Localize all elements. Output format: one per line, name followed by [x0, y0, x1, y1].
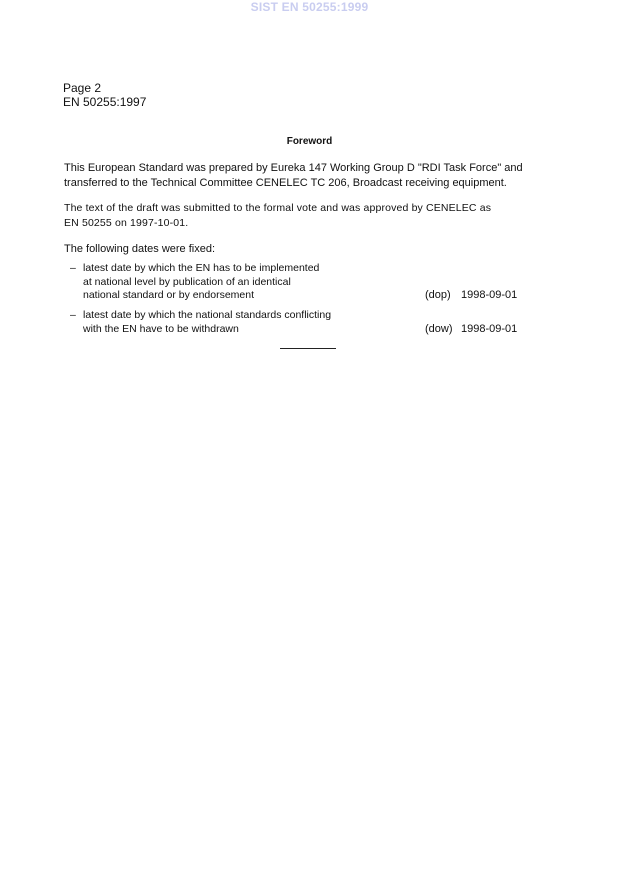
list-dash: – — [70, 309, 76, 321]
page-header — [63, 82, 146, 109]
date-item-text — [83, 309, 413, 336]
paragraph-approval — [64, 201, 564, 231]
standard-id: EN 50255:1997 — [63, 94, 147, 109]
list-dash: – — [70, 262, 76, 274]
date-item-line: with the EN have to be withdrawn — [83, 322, 239, 335]
section-heading: Foreword — [286, 136, 333, 147]
date-value: 1998-09-01 — [461, 322, 518, 335]
date-value: 1998-09-01 — [461, 289, 518, 301]
date-code: (dow) — [425, 322, 453, 335]
date-item-line: national standard or by endorsement — [83, 289, 255, 301]
end-rule — [280, 348, 336, 349]
paragraph-line: This European Standard was prepared by Eureka 147 Working Group D "RDI Task Force" and — [64, 162, 523, 174]
paragraph-dates-intro: The following dates were fixed: — [64, 243, 216, 255]
date-item-line: latest date by which the EN has to be implemented — [83, 262, 320, 274]
paragraph-line: transferred to the Technical Committee CENELEC TC 206, Broadcast receiving equipment. — [64, 177, 507, 189]
date-item-line: at national level by publication of an identical — [83, 275, 291, 288]
date-item-line: latest date by which the national standards conflicting — [83, 309, 332, 321]
page-number: Page 2 — [63, 81, 102, 95]
watermark: SIST EN 50255:1999 — [250, 0, 369, 14]
paragraph-line: EN 50255 on 1997-10-01. — [64, 217, 189, 229]
paragraph-line: The text of the draft was submitted to the formal vote and was approved by CENELEC as — [64, 202, 492, 214]
date-item-text — [83, 262, 413, 303]
date-code: (dop) — [425, 289, 451, 301]
paragraph-preparation — [64, 161, 564, 191]
